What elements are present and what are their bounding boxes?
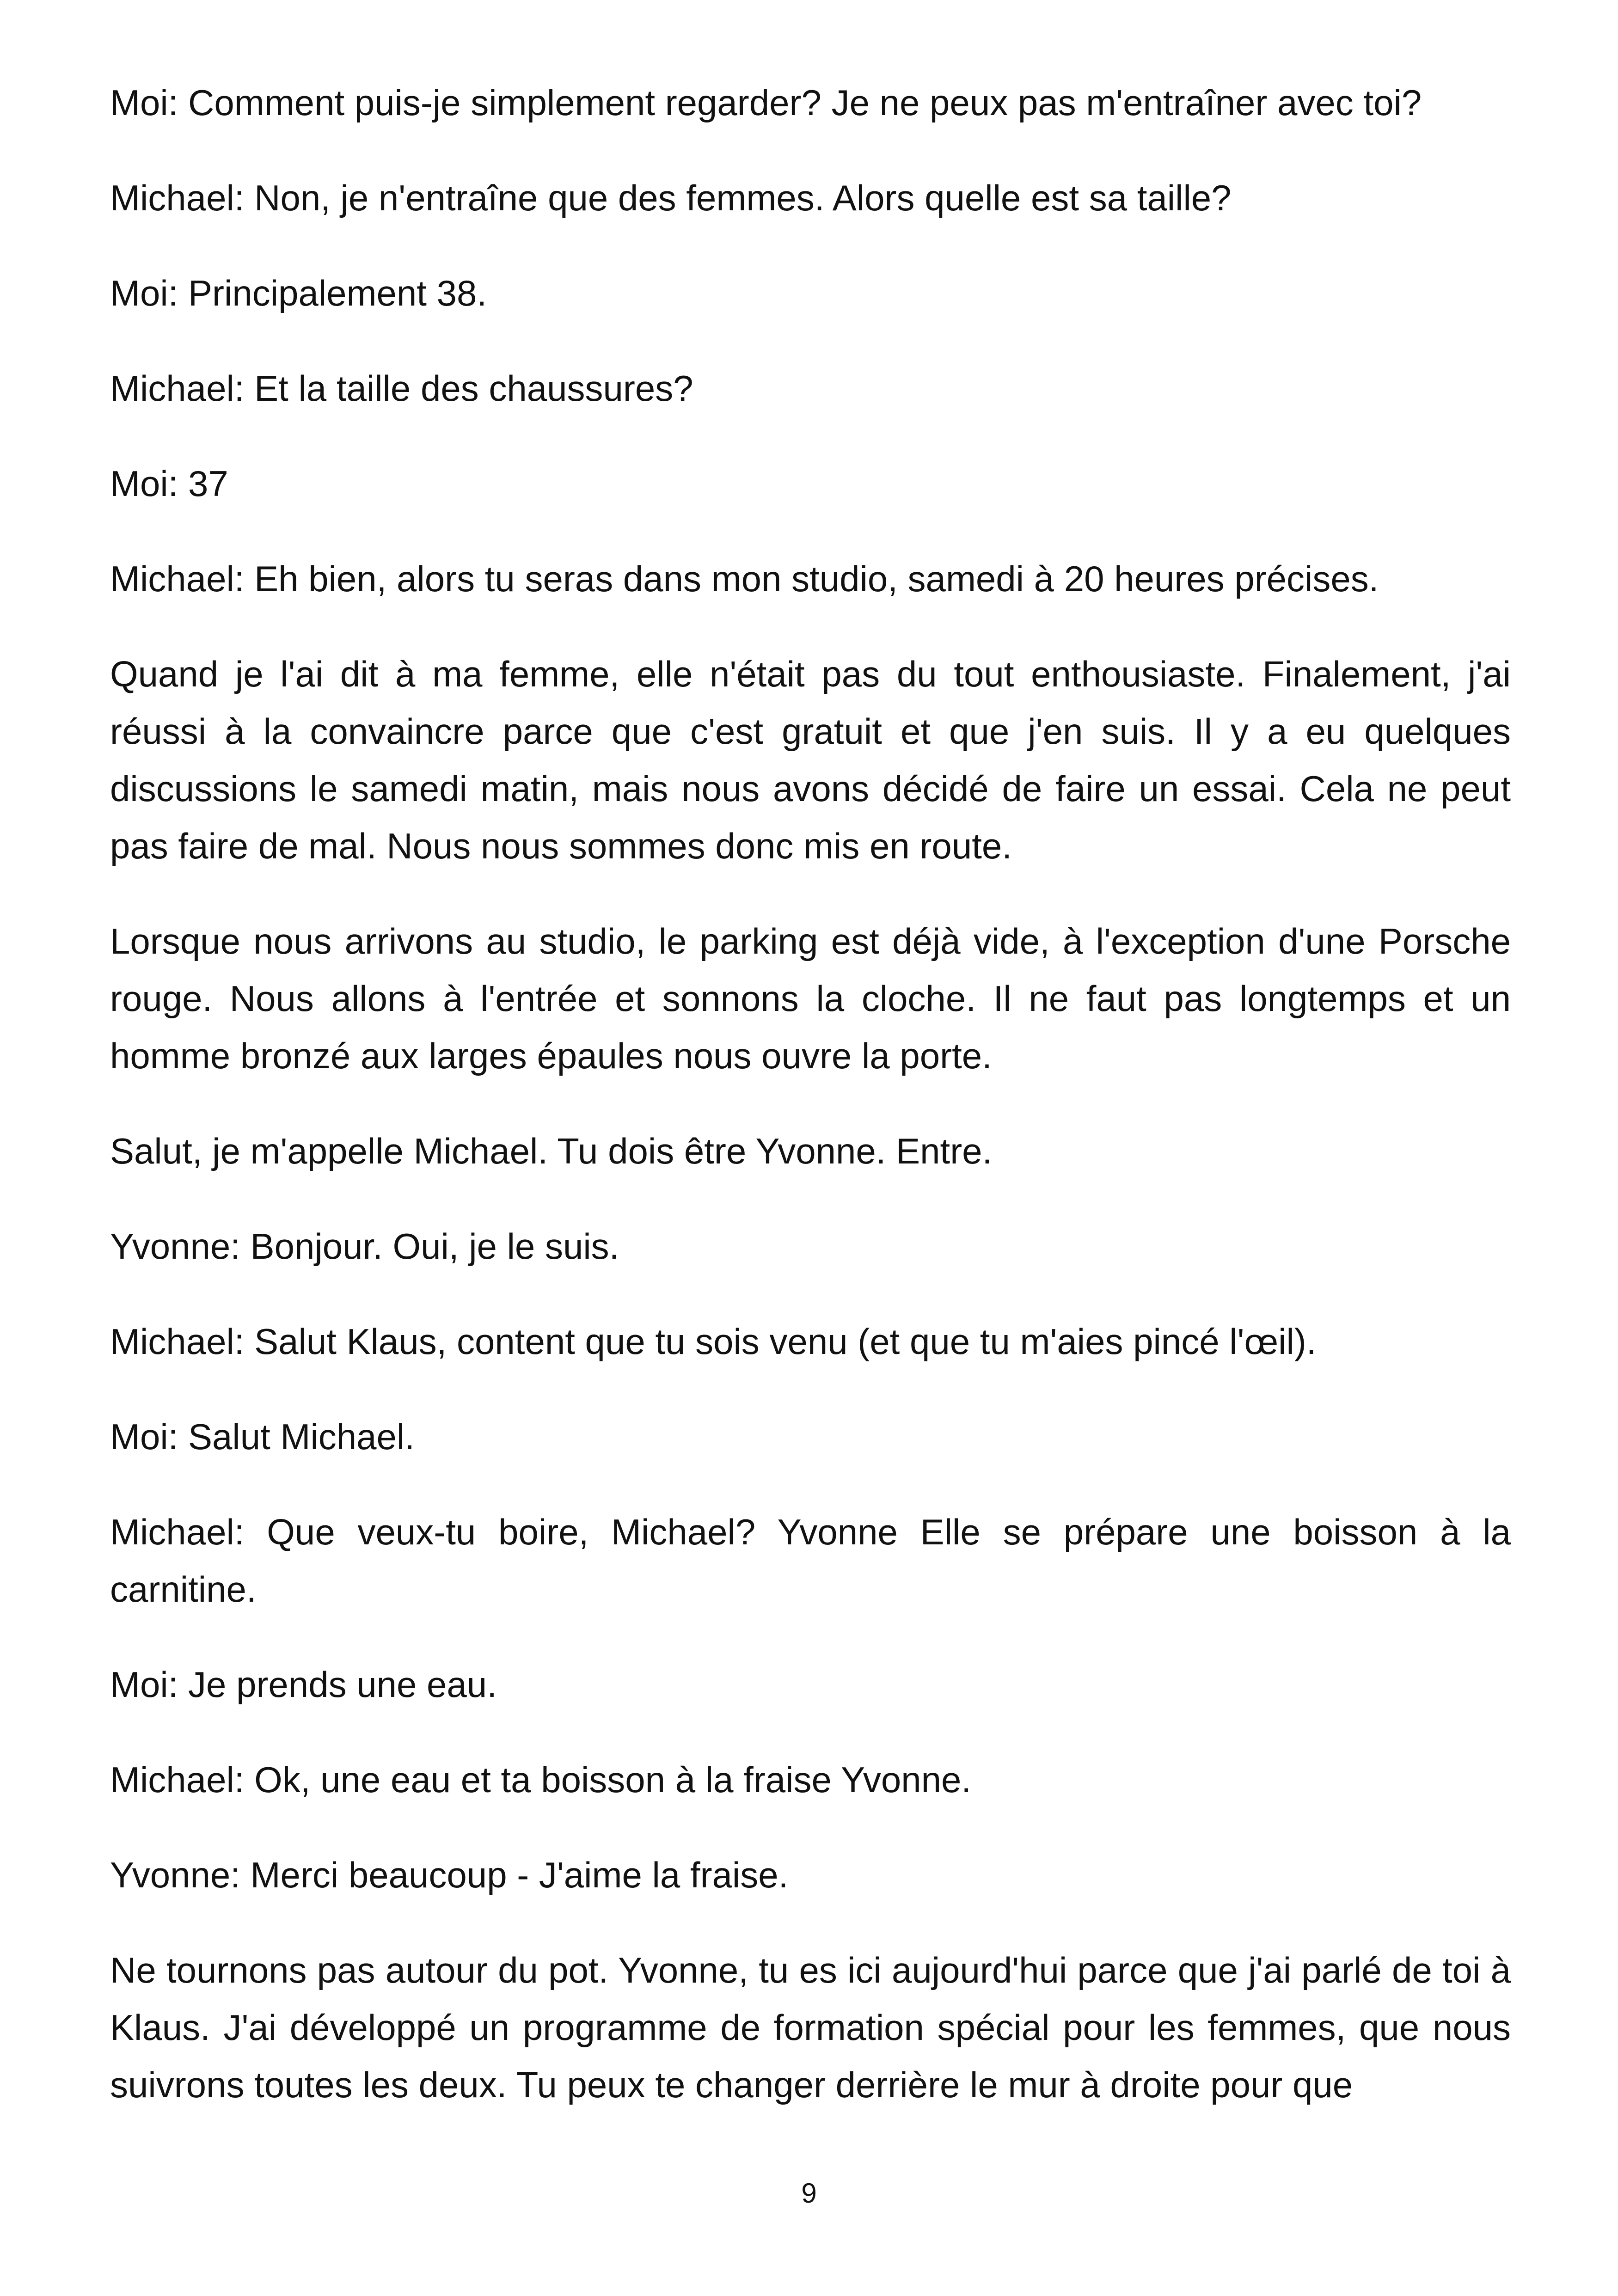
paragraph: Moi: Principalement 38.	[110, 273, 487, 313]
paragraph: Moi: Comment puis-je simplement regarder? Je ne peux pas m'entraîner avec toi?	[110, 82, 1422, 123]
page-number: 9	[801, 2178, 817, 2209]
paragraph: Salut, je m'appelle Michael. Tu dois être Yvonne. Entre.	[110, 1131, 993, 1171]
paragraph: Quand je l'ai dit à ma femme, elle n'était pas du tout enthousiaste. Finalement, j'ai réussi à la convaincre parce que c'est gratuit et que j'en suis. Il y a eu quelques discussions le samedi matin, mais nous avons décidé de faire un essai. Cela ne peut pas faire de mal. Nous nous sommes donc mis en route.	[110, 654, 1511, 866]
paragraph: Moi: 37	[110, 463, 228, 504]
paragraph: Lorsque nous arrivons au studio, le parking est déjà vide, à l'exception d'une Porsche rouge. Nous allons à l'entrée et sonnons la cloche. Il ne faut pas longtemps et un homme bronzé aux larges épaules nous ouvre la porte.	[110, 921, 1511, 1076]
paragraph: Michael: Salut Klaus, content que tu sois venu (et que tu m'aies pincé l'œil).	[110, 1321, 1317, 1362]
paragraph: Michael: Eh bien, alors tu seras dans mon studio, samedi à 20 heures précises.	[110, 558, 1379, 599]
body-text	[110, 74, 1511, 2151]
paragraph: Ne tournons pas autour du pot. Yvonne, tu es ici aujourd'hui parce que j'ai parlé de toi à Klaus. J'ai développé un programme de formation spécial pour les femmes, que nous suivrons toutes les deux. Tu peux te changer derrière le mur à droite pour que	[110, 1950, 1511, 2105]
paragraph: Moi: Salut Michael.	[110, 1416, 415, 1457]
paragraph: Yvonne: Bonjour. Oui, je le suis.	[110, 1226, 619, 1267]
paragraph: Michael: Non, je n'entraîne que des femmes. Alors quelle est sa taille?	[110, 178, 1232, 218]
paragraph: Michael: Que veux-tu boire, Michael? Yvonne Elle se prépare une boisson à la carnitine.	[110, 1512, 1511, 1610]
paragraph: Michael: Et la taille des chaussures?	[110, 368, 693, 409]
paragraph: Moi: Je prends une eau.	[110, 1664, 497, 1705]
paragraph: Michael: Ok, une eau et ta boisson à la fraise Yvonne.	[110, 1759, 972, 1800]
paragraph: Yvonne: Merci beaucoup - J'aime la fraise.	[110, 1855, 789, 1895]
